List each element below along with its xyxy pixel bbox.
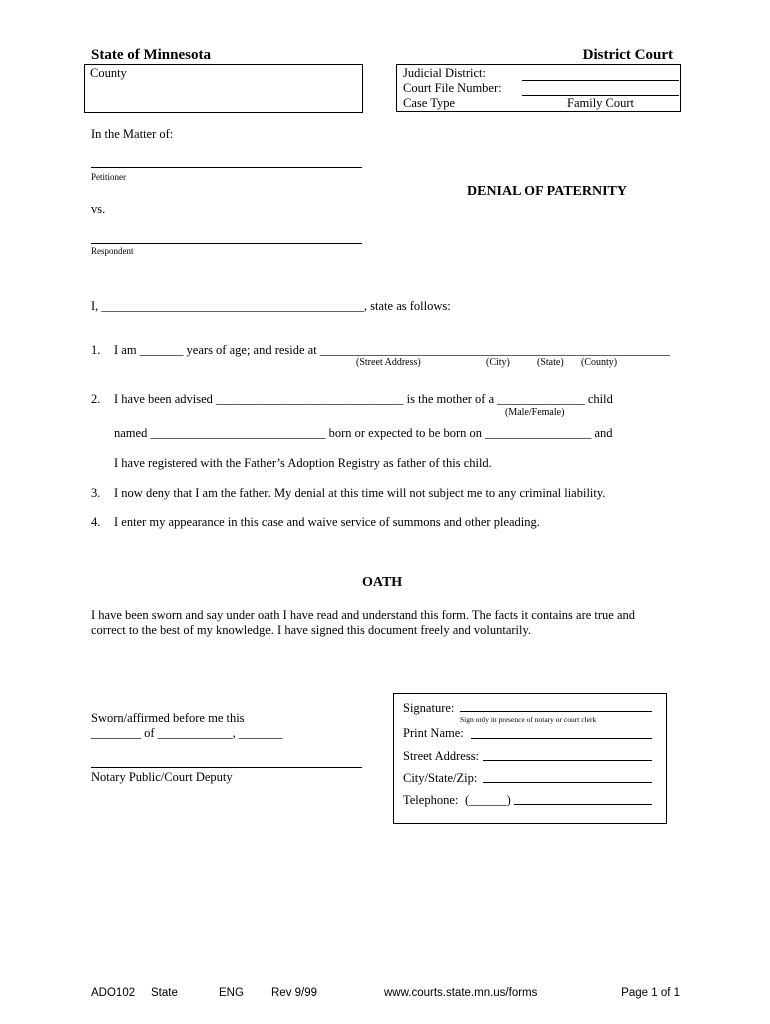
item3-number: 3. [91,486,101,500]
signature-box [393,693,667,824]
address-sub-city: (City) [486,357,510,368]
notary-label: Notary Public/Court Deputy [91,770,233,784]
case-type-label: Case Type [403,96,456,110]
city-state-zip-label: City/State/Zip: [403,771,478,785]
item4-number: 4. [91,515,101,529]
county-label: County [90,66,127,80]
item4-text: I enter my appearance in this case and waive service of summons and other pleading. [114,515,540,529]
judicial-district-label: Judicial District: [403,66,486,80]
item2-number: 2. [91,392,101,406]
statement-intro[interactable]: I, __________________________________________, state as follows: [91,299,451,313]
item2-line2[interactable]: named ____________________________ born or expected to be born on _________________ and [114,426,613,440]
signature-field[interactable] [460,711,652,712]
state-heading: State of Minnesota [91,47,211,63]
footer-form-code: ADO102 [91,987,136,999]
footer-language: ENG [219,987,244,999]
print-name-label: Print Name: [403,726,464,740]
oath-title: OATH [362,575,403,590]
footer-revision: Rev 9/99 [271,987,318,999]
telephone-label: Telephone: [403,793,459,807]
court-file-number-label: Court File Number: [403,81,502,95]
item2-line3: I have registered with the Father’s Adoption Registry as father of this child. [114,456,492,470]
print-name-field[interactable] [471,738,652,739]
court-heading: District Court [582,47,673,63]
sworn-label: Sworn/affirmed before me this [91,711,245,725]
item3-text: I now deny that I am the father. My denial at this time will not subject me to any criminal liability. [114,486,606,500]
footer-page-number: Page 1 of 1 [621,987,680,999]
street-address-label: Street Address: [403,749,480,763]
in-the-matter-of-label: In the Matter of: [91,127,174,141]
sex-sub-label: (Male/Female) [505,407,565,418]
case-type-value: Family Court [567,96,635,110]
signature-label: Signature: [403,701,455,715]
respondent-label: Respondent [91,246,134,256]
sworn-date-line[interactable]: ________ of ____________, _______ [91,726,283,740]
telephone-field[interactable] [514,804,652,805]
telephone-area-code[interactable]: (______) [465,793,511,807]
item2-line1[interactable]: I have been advised ______________________________ is the mother of a ______________ child [114,392,613,406]
county-box[interactable] [84,64,363,113]
footer-url[interactable]: www.courts.state.mn.us/forms [384,987,538,999]
address-sub-state: (State) [537,357,564,368]
city-state-zip-field[interactable] [483,782,652,783]
vs-label: vs. [91,202,106,216]
judicial-district-field[interactable] [522,80,679,81]
document-title: DENIAL OF PATERNITY [467,184,627,199]
item1-number: 1. [91,343,101,357]
petitioner-label: Petitioner [91,172,126,182]
item1-text[interactable]: I am _______ years of age; and reside at ________________________________________________________ [114,343,670,357]
case-info-box [396,64,681,112]
respondent-field[interactable] [91,243,362,244]
address-sub-county: (County) [581,357,618,368]
footer-jurisdiction: State [151,987,178,999]
notary-signature-line[interactable] [91,767,362,768]
petitioner-field[interactable] [91,167,362,168]
oath-text: I have been sworn and say under oath I have read and understand this form. The facts it contains are true and correct to the best of my knowledge. I have signed this document freely and voluntarily. [91,608,636,637]
address-sub-street: (Street Address) [356,357,421,368]
signature-note: Sign only in presence of notary or court clerk [460,715,597,724]
street-address-field[interactable] [483,760,652,761]
